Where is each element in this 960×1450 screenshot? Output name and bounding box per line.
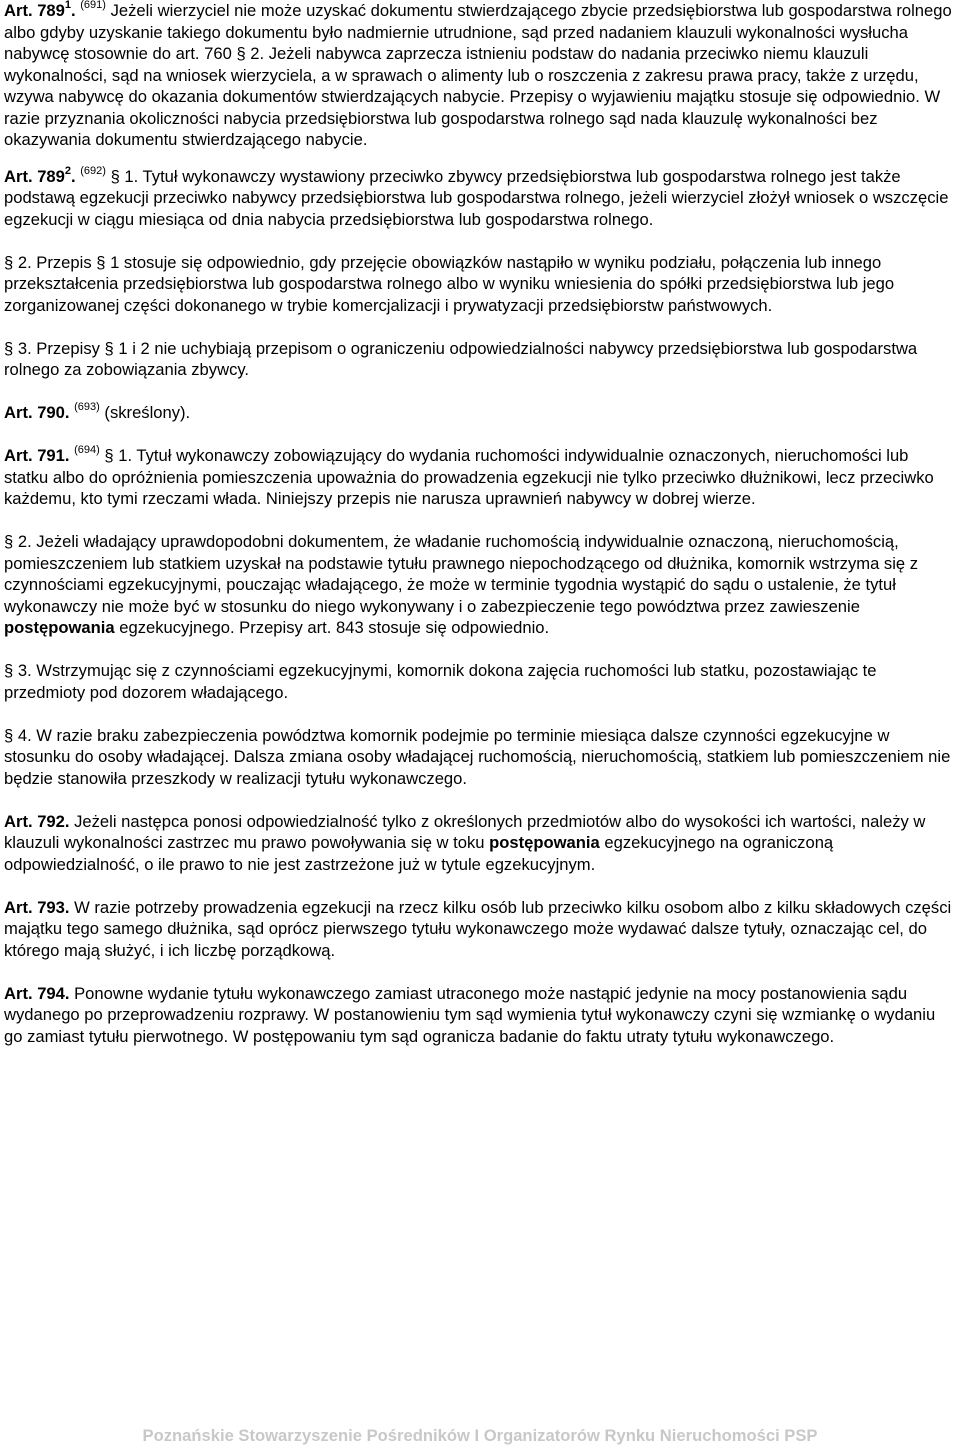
article-number: Art. 794. (4, 983, 70, 1003)
bold-term: postępowania (489, 833, 600, 852)
article-793 (4, 897, 956, 962)
article-text: W razie potrzeby prowadzenia egzekucji na rzecz kilku osób lub przeciwko kilku osobom albo z kilku składowych części majątku tego samego dłużnika, sąd oprócz pierwszego tytułu wykonawczego może wydawać dalsze tytuły, oznaczając cel, do którego mają służyć, i ich liczbę porządkową. (4, 897, 952, 960)
article-text: Jeżeli wierzyciel nie może uzyskać dokumentu stwierdzającego zbycie przedsiębiorstwa lub gospodarstwa rolnego albo gdyby uzyskanie takiego dokumentu było nadmiernie utrudnione, sąd przed nadaniem klauzuli wykonalności wysłucha nabywcę stosownie do art. 760 § 2. Jeżeli nabywca zaprzecza istnieniu podstaw do nadania przeciwko niemu klauzuli wykonalności, sąd na wniosek wierzyciela, a w sprawach o alimenty lub o roszczenia z zakresu prawa pracy, także z urzędu, wzywa nabywcę do okazania dokumentów stwierdzających nabycie. Przepisy o wyjawieniu majątku stosuje się odpowiednio. W razie przyznania okoliczności nabycia przedsiębiorstwa lub gospodarstwa rolnego sąd nada klauzulę wykonalności bez okazywania dokumentu stwierdzającego nabycie. (4, 1, 952, 149)
paragraph-text: § 2. Przepis § 1 stosuje się odpowiednio, gdy przejęcie obowiązków nastąpiło w wyniku podziału, połączenia lub innego przekształcenia przedsiębiorstwa lub gospodarstwa rolnego albo w wyniku wniesienia do spółki przedsiębiorstwa lub jego zorganizowanej części dokonanego w trybie komercjalizacji i prywatyzacji przedsiębiorstw państwowych. (4, 252, 895, 315)
article-number: Art. 793. (4, 897, 70, 917)
paragraph-text: § 4. W razie braku zabezpieczenia powództwa komornik podejmie po terminie miesiąca dalsze czynności egzekucyjne w stosunku do osoby władającej. Dalsza zmiana osoby władającej ruchomością, nieruchomością, statkiem lub pomieszczeniem nie będzie stanowiła przeszkody w realizacji tytułu wykonawczego. (4, 725, 951, 788)
article-792 (4, 811, 956, 876)
article-791 (4, 445, 956, 510)
footnote-ref: (691) (80, 0, 106, 12)
paragraph-3 (4, 338, 956, 381)
paragraph-text: § 2. Jeżeli władający uprawdopodobni dokumentem, że władanie ruchomością indywidualnie oznaczoną, nieruchomością, pomieszczeniem lub statkiem uzyskał na podstawie tytułu prawnego niepochodzącego od dłużnika, komornik wstrzyma się z czynnościami egzekucyjnymi, pouczając władającego, że może w terminie tygodnia wystąpić do sądu o ustalenie, że tytuł wykonawczy nie może być w stosunku do niego wykonywany i o zabezpieczenie tego powództwa przez zawieszenie (4, 532, 919, 616)
article-789-2 (4, 166, 956, 231)
footnote-ref: (693) (74, 401, 100, 414)
article-text: § 1. Tytuł wykonawczy wystawiony przeciwko zbywcy przedsiębiorstwa lub gospodarstwa rolnego jest także podstawą egzekucji przeciwko nabywcy przedsiębiorstwa lub gospodarstwa rolnego, jeżeli wierzyciel złożył wniosek o wszczęcie egzekucji w ciągu miesiąca od dnia nabycia przedsiębiorstwa lub gospodarstwa rolnego. (4, 166, 949, 229)
footnote-ref: (694) (74, 444, 100, 457)
article-text: Jeżeli następca ponosi odpowiedzialność tylko z określonych przedmiotów albo do wysokości ich wartości, należy w klauzuli wykonalności zastrzec mu prawo powoływania się w toku (4, 811, 926, 852)
footnote-ref: (692) (80, 164, 106, 177)
article-number: Art. 792. (4, 811, 70, 831)
document-page (4, 0, 956, 1047)
article-number: Art. $789^1$. (4, 0, 76, 20)
article-789-1 (4, 0, 956, 151)
paragraph-text: § 3. Wstrzymując się z czynnościami egzekucyjnymi, komornik dokona zajęcia ruchomości lub statku, pozostawiając te przedmioty pod dozorem władającego. (4, 661, 877, 702)
paragraph-3 (4, 660, 956, 703)
paragraph-4 (4, 725, 956, 790)
article-number: Art. $789^2$. (4, 164, 76, 186)
article-text: Ponowne wydanie tytułu wykonawczego zamiast utraconego może nastąpić jedynie na mocy postanowienia sądu wydanego po przeprowadzeniu rozprawy. W postanowieniu tym sąd wymienia tytuł wykonawczy czyni się wzmiankę o wydaniu go zamiast tytułu pierwotnego. W postępowaniu tym sąd ogranicza badanie do faktu utraty tytułu wykonawczego. (4, 983, 936, 1046)
article-790 (4, 402, 956, 424)
article-text: § 1. Tytuł wykonawczy zobowiązujący do wydania ruchomości indywidualnie oznaczonych, nieruchomości lub statku albo do opróżnienia pomieszczenia upoważnia do prowadzenia egzekucji nie tylko przeciwko dłużnikowi, lecz przeciwko każdemu, kto tymi rzeczami włada. Niniejszy przepis nie narusza uprawnień nabywcy w dobrej wierze. (4, 446, 934, 508)
article-number: Art. 790. (4, 403, 70, 422)
page-footer: Poznańskie Stowarzyszenie Pośredników I Organizatorów Rynku Nieruchomości PSP (142, 1426, 818, 1445)
article-794 (4, 983, 956, 1048)
article-number: Art. 791. (4, 446, 70, 465)
article-text: (skreślony). (104, 403, 191, 422)
paragraph-text-after: egzekucyjnego. Przepisy art. 843 stosuje się odpowiednio. (114, 618, 550, 637)
paragraph-2 (4, 531, 956, 639)
paragraph-text: § 3. Przepisy § 1 i 2 nie uchybiają przepisom o ograniczeniu odpowiedzialności nabywcy przedsiębiorstwa lub gospodarstwa rolnego za zobowiązania zbywcy. (4, 338, 918, 379)
paragraph-2 (4, 252, 956, 317)
bold-term: postępowania (4, 618, 115, 637)
article-text-after: egzekucyjnego na ograniczoną odpowiedzialność, o ile prawo to nie jest zastrzeżone już w tytule egzekucyjnym. (4, 833, 834, 874)
